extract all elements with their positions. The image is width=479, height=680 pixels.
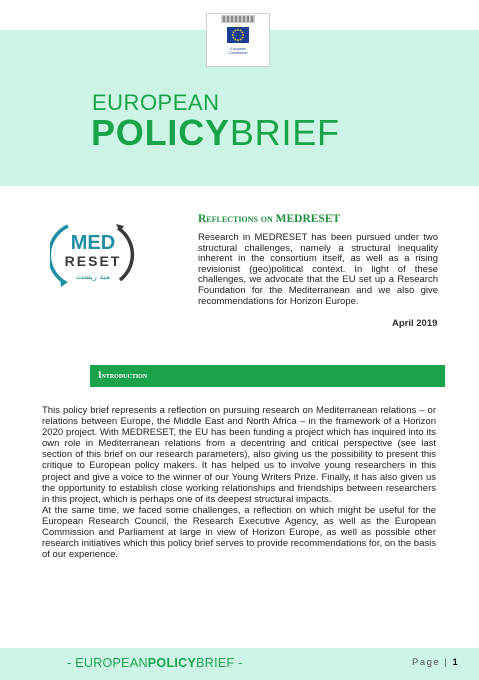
european-commission-logo: [206, 13, 270, 67]
title-european: EUROPEAN: [92, 90, 220, 115]
footer-prefix: - EUROPEAN: [67, 656, 148, 670]
eu-star-icon: [237, 29, 239, 31]
introduction-heading: Introduction: [98, 370, 148, 380]
commission-building-icon: [207, 14, 269, 24]
eu-star-icon: [237, 39, 239, 41]
footer-policy: POLICY: [147, 656, 197, 670]
body-paragraph-1: This policy brief represents a reflection on pursuing research on Mediterranean relations – or relations between Europe, the Middle East and North Africa – in the framework of a Horizon 2020 project. With MEDRESET, the EU has been funding a project which has inquired into its own role in Mediterranean relations from a decentring and critical perspective (see last section of this brief on our research parameters), also giving us the possibility to present this critique to European policy makers. It has helped us to involve young researchers in this project and give a voice to the winner of our Young Writers Prize. Finally, it has also given us the opportunity to establish close working relationships and friendships between researchers in this project, which is perhaps one of its deepest structural impacts.: [42, 405, 436, 505]
logo-reset: RESET: [64, 253, 122, 269]
title-brief: BRIEF: [229, 112, 340, 153]
section-title: Reflections on MEDRESET: [198, 213, 341, 225]
title-policy-brief: [91, 112, 340, 154]
eu-star-icon: [242, 34, 244, 36]
eu-star-icon: [240, 30, 242, 32]
publication-date: April 2019: [392, 318, 438, 329]
eu-star-icon: [235, 39, 237, 41]
abstract-text: Research in MEDRESET has been pursued under two structural challenges, namely a structural inequality inherent in the consortium itself, as well as a rising revisionist (geo)political context. In light of these challenges, we advocate that the EU set up a Research Foundation for the Mediterranean and we also give recommendations for Horizon Europe.: [198, 232, 438, 307]
logo-arabic: ميد ريست: [75, 272, 111, 281]
logo-text-line2: Commission: [228, 51, 248, 55]
eu-star-icon: [232, 34, 234, 36]
title-policy: POLICY: [91, 112, 230, 153]
logo-med: MED: [70, 232, 116, 254]
eu-flag-icon: [227, 27, 249, 43]
body-paragraph-2: At the same time, we faced some challenges, a reflection on which might be useful for the European Research Council, the Research Executive Agency, as well as the European Commission and Parliament at large in view of Horizon Europe, as well as possible other research initiatives which this policy brief serves to provide recommendations for, on the basis of our experience.: [42, 505, 436, 561]
eu-star-icon: [233, 37, 235, 39]
footer-suffix: BRIEF -: [196, 656, 243, 670]
logo-text-line1: European: [230, 47, 246, 51]
footer-title: [67, 656, 243, 670]
eu-star-icon: [242, 32, 244, 34]
medreset-logo: [50, 218, 136, 292]
eu-star-icon: [240, 39, 242, 41]
page-number: 1: [452, 657, 460, 668]
eu-star-icon: [233, 32, 235, 34]
eu-star-icon: [242, 37, 244, 39]
eu-star-icon: [235, 30, 237, 32]
page-indicator: [412, 657, 459, 668]
page-label: Page |: [412, 657, 453, 668]
